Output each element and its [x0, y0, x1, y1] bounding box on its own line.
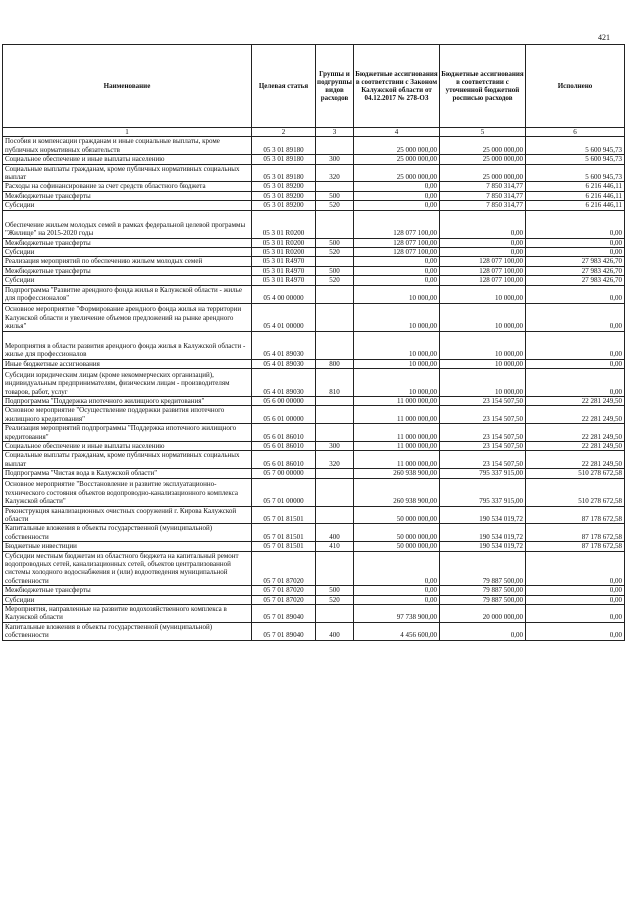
row-executed-amount: 0,00	[526, 551, 625, 586]
row-code: 05 3 01 R4970	[252, 266, 316, 275]
row-refined-amount: 79 887 500,00	[440, 586, 526, 595]
row-group: 520	[316, 276, 354, 285]
row-name: Субсидии	[3, 595, 252, 604]
row-law-amount: 10 000,00	[354, 359, 440, 368]
budget-table	[2, 44, 625, 641]
row-code: 05 4 01 89030	[252, 368, 316, 396]
row-name: Основное мероприятие "Восстановление и развитие эксплуатационно-технического состояния объектов водопроводно-канализационного комплекса Калужской области"	[3, 478, 252, 506]
row-refined-amount: 10 000,00	[440, 285, 526, 303]
row-group	[316, 257, 354, 266]
row-executed-amount: 0,00	[526, 303, 625, 331]
table-row	[3, 164, 625, 182]
row-group: 320	[316, 164, 354, 182]
row-name: Субсидии	[3, 276, 252, 285]
row-executed-amount: 27 983 426,70	[526, 266, 625, 275]
row-name: Капитальные вложения в объекты государственной (муниципальной) собственности	[3, 622, 252, 640]
table-row	[3, 191, 625, 200]
row-group	[316, 478, 354, 506]
row-code: 05 7 01 81501	[252, 524, 316, 542]
row-name: Капитальные вложения в объекты государственной (муниципальной) собственности	[3, 524, 252, 542]
row-law-amount: 260 938 900,00	[354, 469, 440, 478]
row-code: 05 7 01 89040	[252, 605, 316, 623]
row-executed-amount: 0,00	[526, 622, 625, 640]
row-group: 500	[316, 586, 354, 595]
row-executed-amount: 0,00	[526, 331, 625, 359]
row-law-amount: 0,00	[354, 586, 440, 595]
row-law-amount: 50 000 000,00	[354, 524, 440, 542]
row-refined-amount: 0,00	[440, 210, 526, 238]
row-name: Субсидии	[3, 248, 252, 257]
row-code: 05 3 01 89180	[252, 164, 316, 182]
row-law-amount: 0,00	[354, 595, 440, 604]
row-law-amount: 10 000,00	[354, 285, 440, 303]
row-code: 05 4 01 89030	[252, 359, 316, 368]
row-executed-amount: 0,00	[526, 368, 625, 396]
row-code: 05 3 01 89200	[252, 182, 316, 191]
row-refined-amount: 10 000,00	[440, 331, 526, 359]
row-group: 520	[316, 248, 354, 257]
row-refined-amount: 10 000,00	[440, 303, 526, 331]
row-executed-amount: 6 216 446,11	[526, 182, 625, 191]
row-group: 300	[316, 155, 354, 164]
row-name: Мероприятия, направленные на развитие водохозяйственного комплекса в Калужской области	[3, 605, 252, 623]
row-executed-amount: 27 983 426,70	[526, 257, 625, 266]
table-row	[3, 210, 625, 238]
row-group	[316, 137, 354, 155]
page-number: 421	[598, 33, 610, 42]
row-refined-amount: 23 154 507,50	[440, 424, 526, 442]
row-code: 05 4 01 00000	[252, 303, 316, 331]
row-refined-amount: 0,00	[440, 622, 526, 640]
row-group	[316, 605, 354, 623]
row-executed-amount: 6 216 446,11	[526, 191, 625, 200]
row-code: 05 7 01 81501	[252, 542, 316, 551]
row-refined-amount: 23 154 507,50	[440, 451, 526, 469]
row-group: 500	[316, 238, 354, 247]
row-code: 05 6 01 86010	[252, 441, 316, 450]
row-name: Субсидии местным бюджетам из областного бюджета на капитальный ремонт водопроводных сетей, канализационных сетей, объектов централизованной системы холодного водоснабжения и (или) водоотведения муниципальной собственности	[3, 551, 252, 586]
table-row	[3, 605, 625, 623]
row-group	[316, 424, 354, 442]
row-executed-amount: 0,00	[526, 586, 625, 595]
row-refined-amount: 79 887 500,00	[440, 551, 526, 586]
row-executed-amount: 510 278 672,58	[526, 478, 625, 506]
row-name: Основное мероприятие "Осуществление поддержки развития ипотечного жилищного кредитования"	[3, 406, 252, 424]
row-law-amount: 11 000 000,00	[354, 406, 440, 424]
row-code: 05 7 01 81501	[252, 506, 316, 524]
row-name: Основное мероприятие "Формирование арендного фонда жилья на территории Калужской области и увеличение объемов предложений на рынке арендного жилья"	[3, 303, 252, 331]
row-law-amount: 0,00	[354, 276, 440, 285]
table-row	[3, 542, 625, 551]
row-refined-amount: 128 077 100,00	[440, 257, 526, 266]
row-executed-amount: 22 281 249,50	[526, 451, 625, 469]
table-row	[3, 406, 625, 424]
table-row	[3, 424, 625, 442]
row-group: 800	[316, 359, 354, 368]
row-name: Межбюджетные трансферты	[3, 266, 252, 275]
row-law-amount: 97 738 900,00	[354, 605, 440, 623]
header-law: Бюджетные ассигнования в соответствии с Законом Калужской области от 04.12.2017 № 278-ОЗ	[354, 45, 440, 128]
row-code: 05 3 01 R0200	[252, 238, 316, 247]
row-refined-amount: 0,00	[440, 238, 526, 247]
row-law-amount: 11 000 000,00	[354, 396, 440, 405]
row-code: 05 3 01 89180	[252, 137, 316, 155]
row-refined-amount: 190 534 019,72	[440, 506, 526, 524]
row-executed-amount: 0,00	[526, 238, 625, 247]
header-row	[3, 45, 625, 128]
row-law-amount: 0,00	[354, 191, 440, 200]
table-row	[3, 506, 625, 524]
table-row	[3, 276, 625, 285]
row-code: 05 6 01 00000	[252, 406, 316, 424]
row-group	[316, 469, 354, 478]
header-group: Группы и подгруппы видов расходов	[316, 45, 354, 128]
row-executed-amount: 0,00	[526, 210, 625, 238]
row-refined-amount: 23 154 507,50	[440, 406, 526, 424]
row-refined-amount: 23 154 507,50	[440, 441, 526, 450]
row-name: Субсидии	[3, 201, 252, 210]
table-row	[3, 622, 625, 640]
row-executed-amount: 5 600 945,73	[526, 155, 625, 164]
row-refined-amount: 7 850 314,77	[440, 201, 526, 210]
row-group: 500	[316, 266, 354, 275]
row-executed-amount: 22 281 249,50	[526, 396, 625, 405]
row-code: 05 7 00 00000	[252, 469, 316, 478]
row-executed-amount: 22 281 249,50	[526, 424, 625, 442]
row-group: 520	[316, 595, 354, 604]
column-number-row	[3, 128, 625, 137]
row-executed-amount: 0,00	[526, 359, 625, 368]
row-name: Подпрограмма "Поддержка ипотечного жилищного кредитования"	[3, 396, 252, 405]
row-law-amount: 128 077 100,00	[354, 238, 440, 247]
table-body	[3, 137, 625, 640]
row-name: Межбюджетные трансферты	[3, 238, 252, 247]
row-law-amount: 11 000 000,00	[354, 451, 440, 469]
row-name: Реализация мероприятий по обеспечению жильем молодых семей	[3, 257, 252, 266]
row-code: 05 3 01 R4970	[252, 276, 316, 285]
row-refined-amount: 23 154 507,50	[440, 396, 526, 405]
table-row	[3, 155, 625, 164]
row-code: 05 6 01 86010	[252, 451, 316, 469]
row-law-amount: 0,00	[354, 257, 440, 266]
table-row	[3, 478, 625, 506]
table-row	[3, 359, 625, 368]
row-executed-amount: 5 600 945,73	[526, 164, 625, 182]
row-name: Мероприятия в области развития арендного фонда жилья в Калужской области - жилье для профессионалов	[3, 331, 252, 359]
row-refined-amount: 25 000 000,00	[440, 164, 526, 182]
row-law-amount: 0,00	[354, 551, 440, 586]
header-name: Наименование	[3, 45, 252, 128]
table-row	[3, 248, 625, 257]
row-law-amount: 25 000 000,00	[354, 155, 440, 164]
row-law-amount: 0,00	[354, 201, 440, 210]
table-row	[3, 451, 625, 469]
row-group: 810	[316, 368, 354, 396]
row-law-amount: 11 000 000,00	[354, 424, 440, 442]
row-refined-amount: 190 534 019,72	[440, 542, 526, 551]
row-refined-amount: 190 534 019,72	[440, 524, 526, 542]
row-code: 05 3 01 89200	[252, 191, 316, 200]
table-row	[3, 524, 625, 542]
table-row	[3, 182, 625, 191]
row-executed-amount: 510 278 672,58	[526, 469, 625, 478]
row-law-amount: 10 000,00	[354, 368, 440, 396]
table-row	[3, 586, 625, 595]
row-executed-amount: 87 178 672,58	[526, 542, 625, 551]
row-code: 05 4 00 00000	[252, 285, 316, 303]
row-executed-amount: 6 216 446,11	[526, 201, 625, 210]
row-refined-amount: 7 850 314,77	[440, 182, 526, 191]
row-name: Бюджетные инвестиции	[3, 542, 252, 551]
table-row	[3, 331, 625, 359]
row-executed-amount: 5 600 945,73	[526, 137, 625, 155]
table-row	[3, 396, 625, 405]
row-executed-amount: 0,00	[526, 248, 625, 257]
row-law-amount: 11 000 000,00	[354, 441, 440, 450]
row-refined-amount: 25 000 000,00	[440, 155, 526, 164]
row-code: 05 7 01 87020	[252, 595, 316, 604]
row-refined-amount: 25 000 000,00	[440, 137, 526, 155]
row-law-amount: 25 000 000,00	[354, 137, 440, 155]
row-group	[316, 303, 354, 331]
row-group	[316, 182, 354, 191]
table-row	[3, 257, 625, 266]
column-number: 3	[316, 128, 354, 137]
row-law-amount: 128 077 100,00	[354, 248, 440, 257]
row-name: Социальное обеспечение и иные выплаты населению	[3, 155, 252, 164]
table-row	[3, 303, 625, 331]
table-row	[3, 238, 625, 247]
row-name: Расходы на софинансирование за счет средств областного бюджета	[3, 182, 252, 191]
row-group	[316, 506, 354, 524]
row-group	[316, 396, 354, 405]
row-name: Иные бюджетные ассигнования	[3, 359, 252, 368]
row-name: Обеспечение жильем молодых семей в рамках федеральной целевой программы "Жилище" на 2015-2020 годы	[3, 210, 252, 238]
row-law-amount: 4 456 600,00	[354, 622, 440, 640]
table-row	[3, 469, 625, 478]
row-refined-amount: 795 337 915,00	[440, 478, 526, 506]
row-law-amount: 260 938 900,00	[354, 478, 440, 506]
row-name: Субсидии юридическим лицам (кроме некоммерческих организаций), индивидуальным предпринимателям, физическим лицам - производителям товаров, работ, услуг	[3, 368, 252, 396]
row-law-amount: 0,00	[354, 182, 440, 191]
row-code: 05 7 01 89040	[252, 622, 316, 640]
row-law-amount: 10 000,00	[354, 303, 440, 331]
row-name: Пособия и компенсации гражданам и иные социальные выплаты, кроме публичных нормативных обязательств	[3, 137, 252, 155]
row-refined-amount: 10 000,00	[440, 368, 526, 396]
column-number: 5	[440, 128, 526, 137]
table-row	[3, 285, 625, 303]
row-name: Межбюджетные трансферты	[3, 191, 252, 200]
row-executed-amount: 22 281 249,50	[526, 406, 625, 424]
row-group	[316, 210, 354, 238]
row-code: 05 3 01 R0200	[252, 248, 316, 257]
table-row	[3, 368, 625, 396]
row-code: 05 7 01 87020	[252, 551, 316, 586]
row-group	[316, 551, 354, 586]
table-row	[3, 266, 625, 275]
column-number: 6	[526, 128, 625, 137]
row-name: Социальное обеспечение и иные выплаты населению	[3, 441, 252, 450]
row-refined-amount: 128 077 100,00	[440, 266, 526, 275]
row-group: 520	[316, 201, 354, 210]
row-group: 320	[316, 451, 354, 469]
row-law-amount: 0,00	[354, 266, 440, 275]
row-refined-amount: 20 000 000,00	[440, 605, 526, 623]
row-executed-amount: 0,00	[526, 605, 625, 623]
row-code: 05 4 01 89030	[252, 331, 316, 359]
row-law-amount: 50 000 000,00	[354, 506, 440, 524]
row-group: 400	[316, 622, 354, 640]
row-name: Социальные выплаты гражданам, кроме публичных нормативных социальных выплат	[3, 164, 252, 182]
row-code: 05 6 01 86010	[252, 424, 316, 442]
row-refined-amount: 795 337 915,00	[440, 469, 526, 478]
row-refined-amount: 7 850 314,77	[440, 191, 526, 200]
row-executed-amount: 27 983 426,70	[526, 276, 625, 285]
row-group	[316, 406, 354, 424]
table-row	[3, 201, 625, 210]
header-executed: Исполнено	[526, 45, 625, 128]
table-row	[3, 551, 625, 586]
row-group	[316, 285, 354, 303]
row-code: 05 3 01 89200	[252, 201, 316, 210]
row-group: 400	[316, 524, 354, 542]
row-executed-amount: 0,00	[526, 595, 625, 604]
column-number: 1	[3, 128, 252, 137]
row-name: Подпрограмма "Развитие арендного фонда жилья в Калужской области - жилье для профессионалов"	[3, 285, 252, 303]
row-law-amount: 50 000 000,00	[354, 542, 440, 551]
row-group: 500	[316, 191, 354, 200]
row-name: Межбюджетные трансферты	[3, 586, 252, 595]
row-name: Реконструкция канализационных очистных сооружений г. Кирова Калужской области	[3, 506, 252, 524]
header-code: Целевая статья	[252, 45, 316, 128]
row-code: 05 7 01 87020	[252, 586, 316, 595]
row-group: 410	[316, 542, 354, 551]
row-refined-amount: 0,00	[440, 248, 526, 257]
row-refined-amount: 128 077 100,00	[440, 276, 526, 285]
table-row	[3, 137, 625, 155]
row-name: Подпрограмма "Чистая вода в Калужской области"	[3, 469, 252, 478]
row-law-amount: 25 000 000,00	[354, 164, 440, 182]
row-refined-amount: 79 887 500,00	[440, 595, 526, 604]
row-law-amount: 128 077 100,00	[354, 210, 440, 238]
row-code: 05 6 00 00000	[252, 396, 316, 405]
row-name: Социальные выплаты гражданам, кроме публичных нормативных социальных выплат	[3, 451, 252, 469]
column-number: 4	[354, 128, 440, 137]
table-row	[3, 441, 625, 450]
row-code: 05 7 01 00000	[252, 478, 316, 506]
row-name: Реализация мероприятий подпрограммы "Поддержка ипотечного жилищного кредитования"	[3, 424, 252, 442]
row-group	[316, 331, 354, 359]
column-number: 2	[252, 128, 316, 137]
row-refined-amount: 10 000,00	[440, 359, 526, 368]
row-executed-amount: 87 178 672,58	[526, 506, 625, 524]
row-law-amount: 10 000,00	[354, 331, 440, 359]
row-code: 05 3 01 R0200	[252, 210, 316, 238]
row-executed-amount: 0,00	[526, 285, 625, 303]
row-executed-amount: 87 178 672,58	[526, 524, 625, 542]
row-code: 05 3 01 89180	[252, 155, 316, 164]
table-row	[3, 595, 625, 604]
header-refined: Бюджетные ассигнования в соответствии с уточненной бюджетной росписью расходов	[440, 45, 526, 128]
row-group: 300	[316, 441, 354, 450]
row-executed-amount: 22 281 249,50	[526, 441, 625, 450]
row-code: 05 3 01 R4970	[252, 257, 316, 266]
